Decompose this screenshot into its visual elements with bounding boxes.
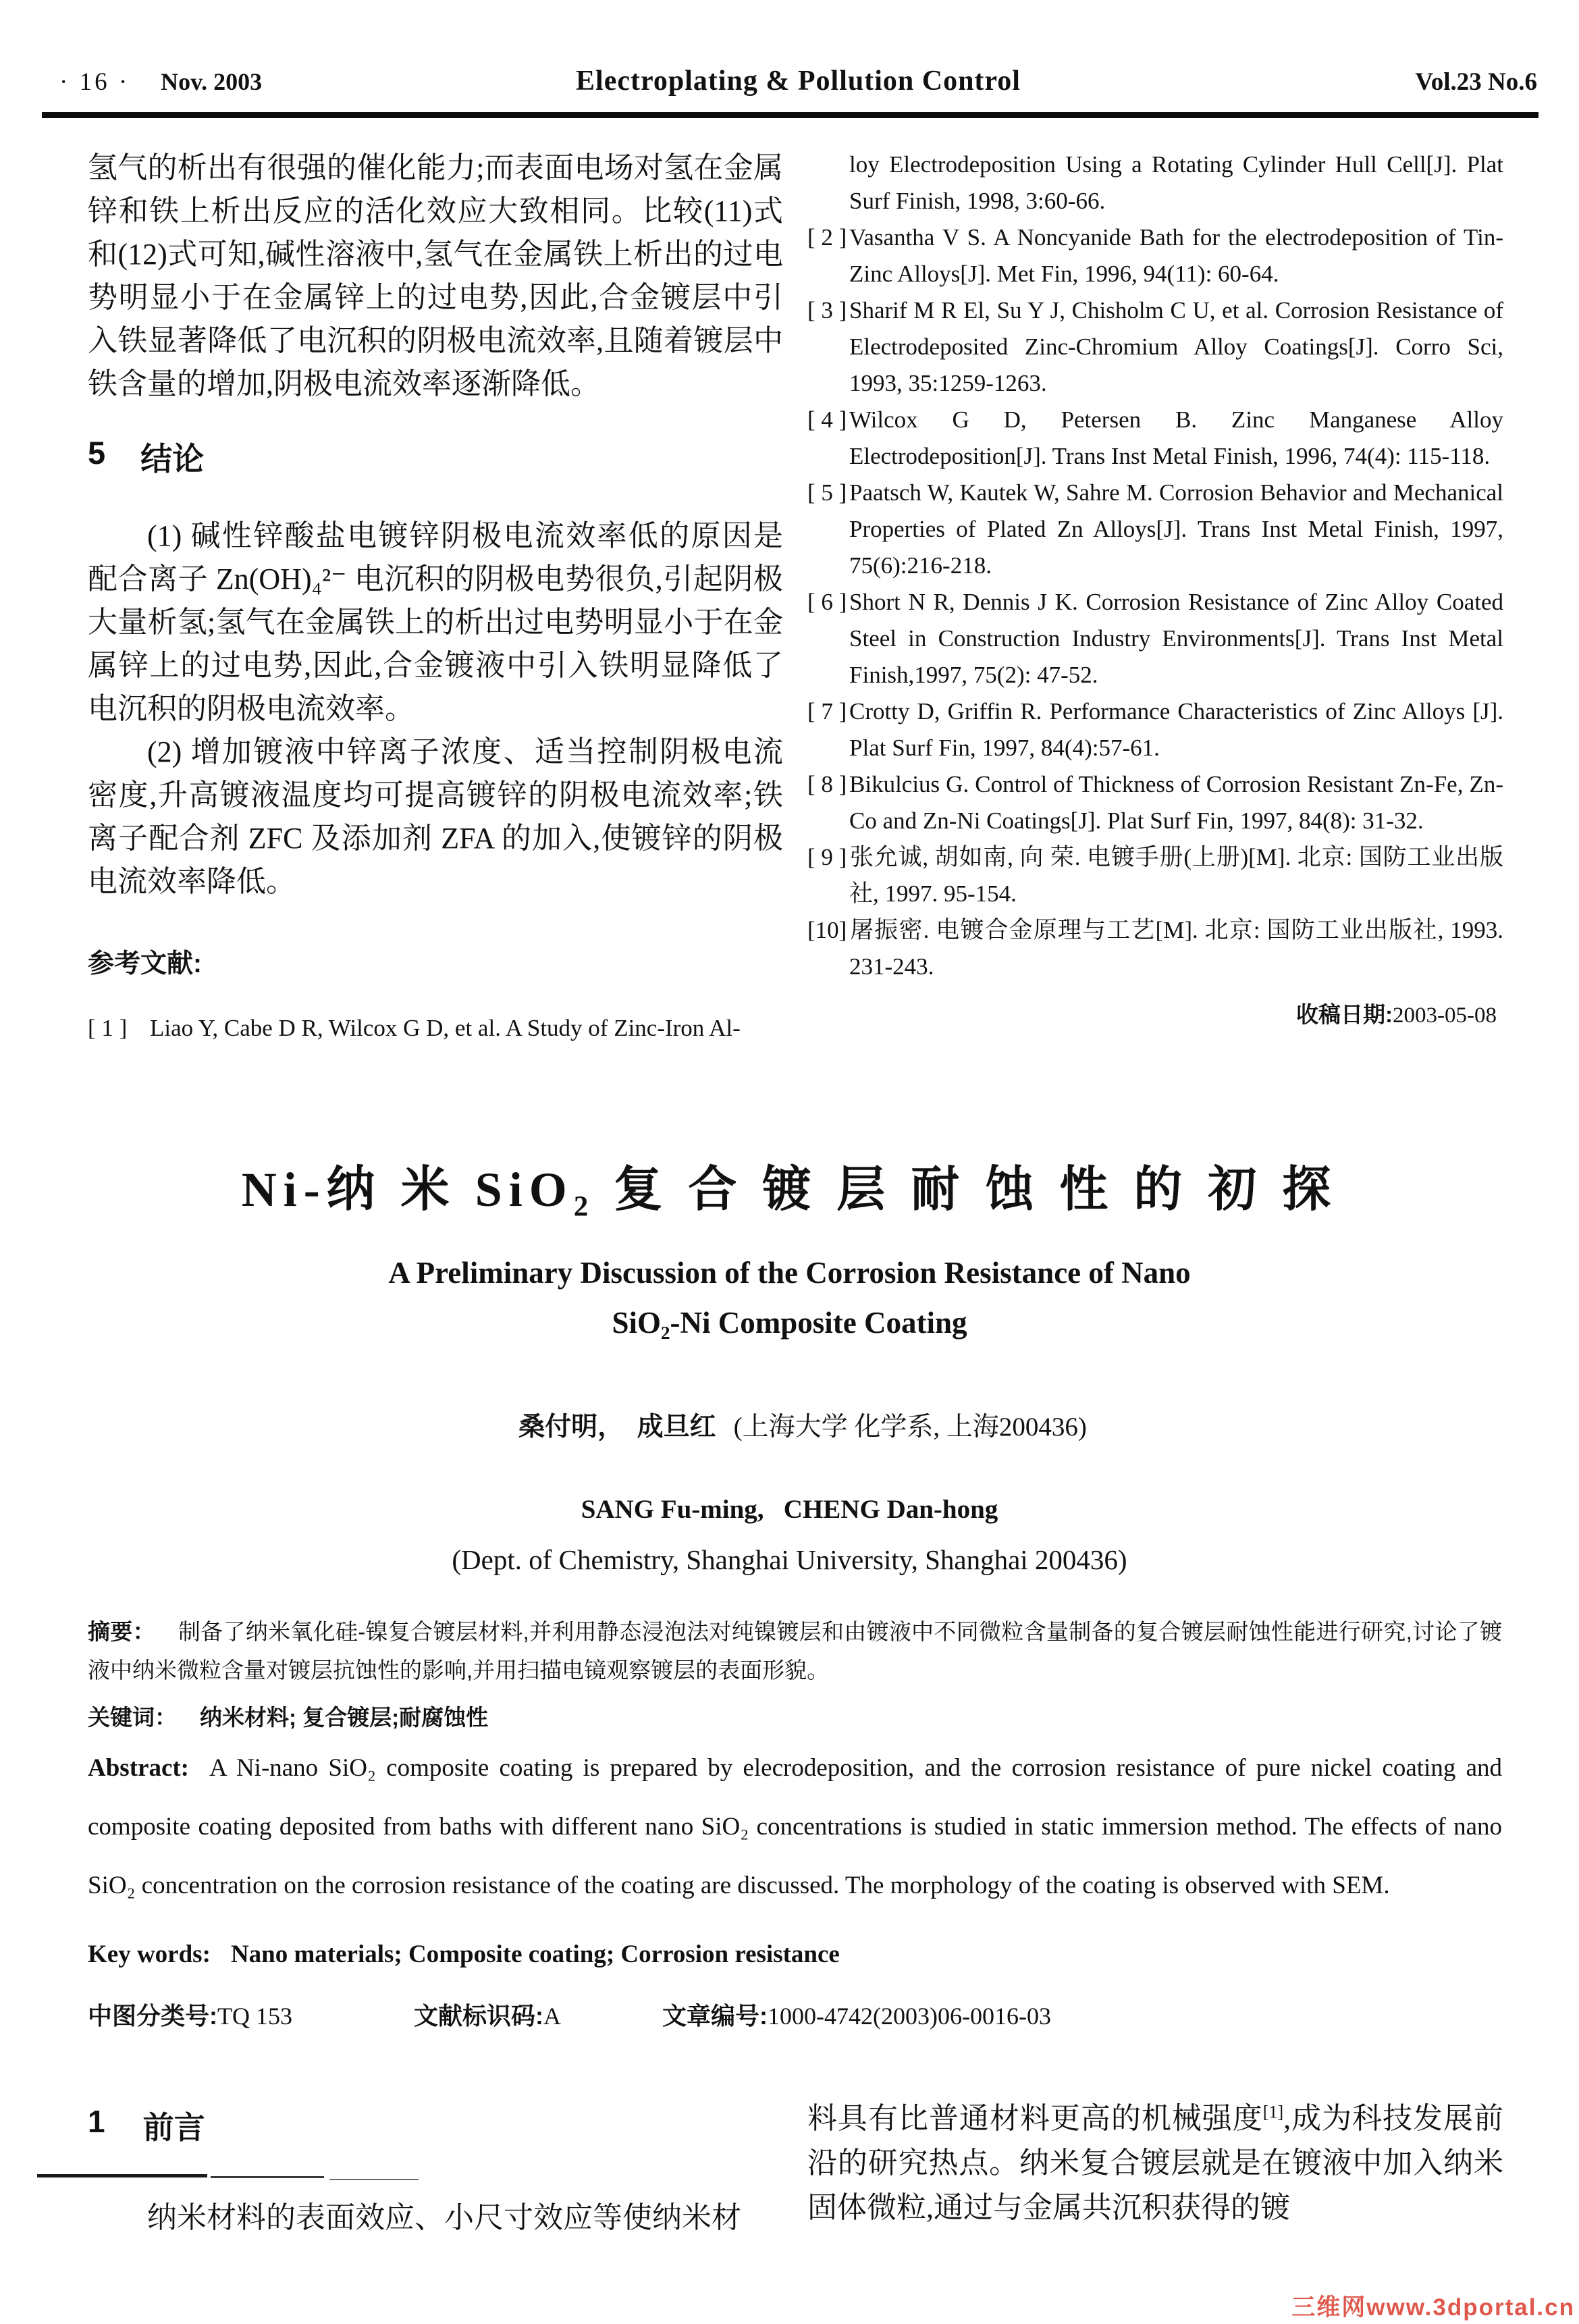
reference-text: Vasantha V S. A Noncyanide Bath for the electrodeposition of Tin-Zinc Alloys[J]. Met Fin, 1996, 94(11): 60-64.	[849, 224, 1503, 287]
abstract-zh	[88, 1612, 1502, 1689]
keywords-zh	[88, 1700, 1502, 1732]
header-rule	[42, 112, 1538, 118]
previous-article-region	[0, 118, 1579, 1070]
document-code-label: 文献标识码:	[414, 2002, 543, 2030]
reference-entry	[807, 693, 1503, 766]
section-heading-conclusion	[88, 434, 783, 479]
left-column	[88, 2096, 783, 2240]
scan-artifact-line	[37, 2174, 207, 2177]
scan-artifact-line	[329, 2179, 419, 2180]
issue-date: Nov. 2003	[161, 68, 263, 95]
section-heading-intro	[88, 2103, 783, 2148]
reference-number: [ 4 ]	[807, 406, 847, 433]
reference-text: Crotty D, Griffin R. Performance Characteristics of Zinc Alloys [J]. Plat Surf Fin, 1997, 84(4):57-61.	[849, 698, 1503, 761]
clc-value: TQ 153	[217, 2003, 292, 2030]
right-column	[807, 2096, 1503, 2240]
reference-number: [ 5 ]	[807, 479, 847, 506]
reference-entry	[807, 292, 1503, 402]
reference-number: [ 7 ]	[807, 698, 847, 724]
left-column	[88, 147, 783, 1070]
reference-text: Sharif M R El, Su Y J, Chisholm C U, et al. Corrosion Resistance of Electrodeposited Zinc-Chromium Alloy Coatings[J]. Corro Sci, 1993, 35:1259-1263.	[849, 297, 1503, 396]
article-id	[662, 1997, 1051, 2032]
authors-line-zh	[0, 1375, 1579, 1474]
site-watermark: 三维网www.3dportal.cn	[1291, 2294, 1575, 2321]
journal-title: Electroplating & Pollution Control	[576, 65, 1021, 97]
reference-text: Wilcox G D, Petersen B. Zinc Manganese Alloy Electrodeposition[J]. Trans Inst Metal Finish, 1996, 74(4): 115-118.	[849, 406, 1503, 469]
scan-artifact-line	[211, 2176, 324, 2178]
reference-entry	[807, 402, 1503, 475]
document-code	[414, 1997, 561, 2032]
reference-entry	[807, 475, 1503, 584]
running-head-left	[59, 68, 576, 97]
reference-text: Bikulcius G. Control of Thickness of Corrosion Resistant Zn-Fe, Zn-Co and Zn-Ni Coatings[J]. Plat Surf Fin, 1997, 84(8): 31-32.	[849, 771, 1503, 834]
reference-text: Liao Y, Cabe D R, Wilcox G D, et al. A Study of Zinc-Iron Al-	[150, 1015, 741, 1041]
reference-number: [ 1 ]	[88, 1015, 128, 1041]
section-number: 5	[88, 435, 106, 471]
references-heading: 参考文献:	[88, 949, 202, 978]
introduction-region	[0, 2032, 1579, 2240]
article-id-value: 1000-4742(2003)06-0016-03	[768, 2003, 1051, 2030]
running-head	[0, 0, 1579, 97]
section-title: 结论	[140, 441, 205, 477]
reference-number: [ 8 ]	[807, 771, 847, 797]
reference-entry	[807, 219, 1503, 292]
reference-number: [ 6 ]	[807, 589, 847, 615]
keywords-zh-text: 纳米材料; 复合镀层;耐腐蚀性	[200, 1705, 489, 1730]
reference-continuation: loy Electrodeposition Using a Rotating Cylinder Hull Cell[J]. Plat Surf Finish, 1998, 3:60-66.	[849, 151, 1503, 214]
conclusion-item-2: (2) 增加镀液中锌离子浓度、适当控制阴极电流密度,升高镀液温度均可提高镀锌的阴极电流效率;铁离子配合剂 ZFC 及添加剂 ZFA 的加入,使镀锌的阴极电流效率降低。	[88, 735, 783, 898]
reference-number: [ 3 ]	[807, 297, 847, 323]
clc-label: 中图分类号:	[88, 2002, 217, 2030]
abstract-zh-text: 制备了纳米氧化硅-镍复合镀层材料,并利用静态浸泡法对纯镍镀层和由镀液中不同微粒含量制备的复合镀层耐蚀性能进行研究,讨论了镀液中纳米微粒含量对镀层抗蚀性的影响,并用扫描电镜观察镀层的表面形貌。	[88, 1619, 1502, 1683]
reference-text: 张允诚, 胡如南, 向 荣. 电镀手册(上册)[M]. 北京: 国防工业出版社, 1997. 95-154.	[849, 844, 1503, 907]
reference-entry	[88, 1010, 783, 1047]
intro-paragraph-right	[807, 2096, 1503, 2230]
section-title: 前言	[142, 2110, 205, 2145]
reference-number: [ 9 ]	[807, 844, 847, 870]
abstract-zh-label: 摘要：	[88, 1619, 155, 1644]
citation-superscript: [1]	[1262, 2102, 1284, 2122]
keywords-en-label: Key words:	[88, 1940, 211, 1968]
abstract-en-label: Abstract:	[88, 1754, 190, 1782]
clc-number	[88, 1997, 292, 2032]
article-title-zh: Ni-纳 米 SiO₂ 复 合 镀 层 耐 蚀 性 的 初 探	[241, 1163, 1338, 1217]
article-id-label: 文章编号:	[662, 2002, 768, 2030]
intro-right-text-2: ,成为科技发展前沿的研究热点。纳米复合镀层就是在镀液中加入纳米固体微粒,通过与金属共沉积获得的镀	[807, 2102, 1504, 2224]
author-names-zh: 桑付明， 成旦红	[518, 1412, 716, 1442]
reference-number: [10]	[807, 917, 847, 943]
reference-text: Paatsch W, Kautek W, Sahre M. Corrosion Behavior and Mechanical Properties of Plated Zn Alloys[J]. Trans Inst Metal Finish, 1997, 75(6):216-218.	[849, 479, 1503, 579]
received-date-value: 2003-05-08	[1393, 1003, 1497, 1028]
reference-text: 屠振密. 电镀合金原理与工艺[M]. 北京: 国防工业出版社, 1993. 231-243.	[849, 917, 1503, 980]
page-number: · 16 ·	[59, 68, 130, 96]
abstract-en	[88, 1739, 1502, 1915]
intro-right-text-1: 料具有比普通材料更高的机械强度	[807, 2102, 1263, 2135]
section-number: 1	[88, 2104, 105, 2139]
reference-entry	[807, 912, 1503, 985]
reference-entry	[807, 839, 1503, 912]
document-code-value: A	[543, 2003, 561, 2030]
body-paragraph: 氢气的析出有很强的催化能力;而表面电场对氢在金属锌和铁上析出反应的活化效应大致相同。比较(11)式和(12)式可知,碱性溶液中,氢气在金属铁上析出的过电势明显小于在金属锌上的过电势,因此,合金镀层中引入铁显著降低了电沉积的阴极电流效率,且随着镀层中铁含量的增加,阴极电流效率逐渐降低。	[88, 151, 783, 400]
affiliation-en: (Dept. of Chemistry, Shanghai University, Shanghai 200436)	[452, 1544, 1127, 1575]
conclusion-item-1: (1) 碱性锌酸盐电镀锌阴极电流效率低的原因是配合离子 Zn(OH)₄²⁻ 电沉积的阴极电势很负,引起阴极大量析氢;氢气在金属铁上的析出过电势明显小于在金属锌上的过电势,因此,合金镀液中引入铁明显降低了电沉积的阴极电流效率。	[88, 519, 783, 725]
reference-entry	[807, 584, 1503, 693]
reference-number: [ 2 ]	[807, 224, 847, 250]
keywords-zh-label: 关键词：	[88, 1705, 177, 1730]
abstract-en-text: A Ni-nano SiO₂ composite coating is prepared by elecrodeposition, and the corrosion resistance of pure nickel coating and composite coating deposited from baths with different nano SiO₂ concentrations is studied in static immersion method. The effects of nano SiO₂ concentration on the corrosion resistance of the coating are discussed. The morphology of the coating is observed with SEM.	[88, 1754, 1502, 1899]
affiliation-zh: (上海大学 化学系, 上海200436)	[733, 1412, 1087, 1442]
author-names-en: SANG Fu-ming, CHENG Dan-hong	[581, 1495, 998, 1524]
reference-entry	[807, 766, 1503, 839]
reference-text: Short N R, Dennis J K. Corrosion Resistance of Zinc Alloy Coated Steel in Construction Industry Environments[J]. Trans Inst Metal Finish,1997, 75(2): 47-52.	[849, 589, 1503, 688]
received-date-label: 收稿日期:	[1296, 1002, 1393, 1027]
keywords-en	[88, 1940, 1502, 1969]
classification-row	[88, 1997, 1502, 2032]
article-meta	[88, 1612, 1502, 2032]
volume-info: Vol.23 No.6	[1415, 68, 1537, 96]
right-column	[807, 147, 1503, 1070]
article-title-en-line1: A Preliminary Discussion of the Corrosion Resistance of Nano	[388, 1256, 1191, 1290]
keywords-en-text: Nano materials; Composite coating; Corrosion resistance	[230, 1940, 840, 1968]
intro-paragraph-left: 纳米材料的表面效应、小尺寸效应等使纳米材	[147, 2201, 741, 2234]
article-title-en-line2: SiO₂-Ni Composite Coating	[612, 1306, 967, 1340]
received-date	[807, 997, 1503, 1029]
